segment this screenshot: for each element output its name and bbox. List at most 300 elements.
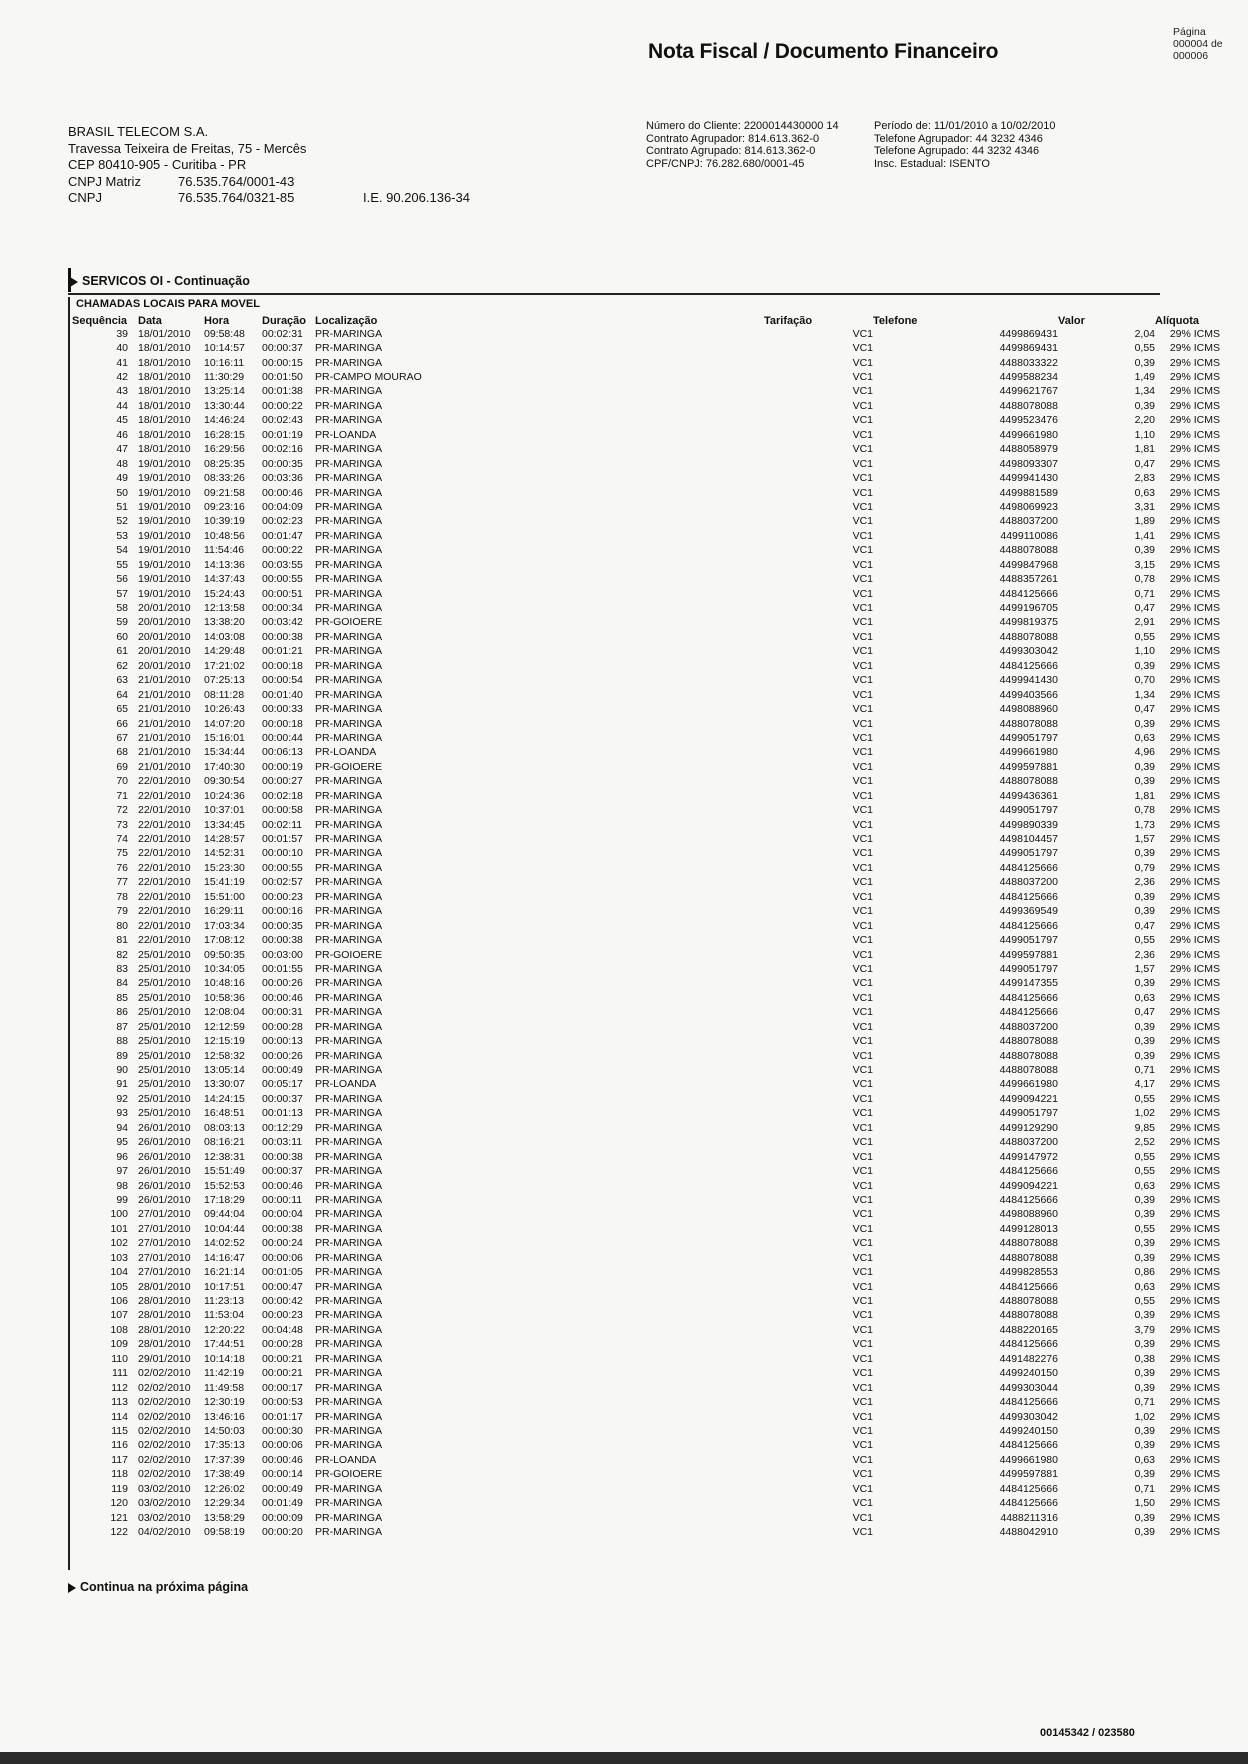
cell-duracao: 00:00:28 [262,1020,303,1033]
cell-duracao: 00:00:53 [262,1396,303,1409]
cell-valor: 2,20 [1134,414,1155,427]
cell-data: 02/02/2010 [138,1367,191,1380]
cell-hora: 14:03:08 [204,630,245,643]
cell-tarifacao: VC1 [852,818,873,831]
cell-hora: 11:53:04 [204,1309,245,1322]
table-row [72,645,1220,659]
cell-aliquota: 29% ICMS [1169,602,1220,615]
cell-data: 25/01/2010 [138,948,191,961]
cell-localizacao: PR-MARINGA [315,991,383,1004]
cell-hora: 12:12:59 [204,1020,245,1033]
cell-data: 21/01/2010 [138,688,191,701]
cell-aliquota: 29% ICMS [1169,371,1220,384]
cell-duracao: 00:06:13 [262,746,303,759]
cell-data: 19/01/2010 [138,529,191,542]
cell-sequencia: 119 [111,1482,128,1495]
cell-tarifacao: VC1 [852,890,873,903]
cell-duracao: 00:04:48 [262,1323,303,1336]
cell-hora: 09:21:58 [204,486,245,499]
table-row [72,370,1220,384]
cell-aliquota: 29% ICMS [1169,731,1220,744]
cell-duracao: 00:00:46 [262,1453,303,1466]
cell-sequencia: 61 [116,645,128,658]
cell-localizacao: PR-MARINGA [315,529,383,542]
cell-tarifacao: VC1 [852,1107,873,1120]
cell-telefone: 4499661980 [999,1453,1058,1466]
cell-sequencia: 109 [110,1338,128,1351]
table-row [72,1482,1220,1496]
cell-valor: 0,39 [1134,1251,1155,1264]
cell-hora: 10:39:19 [204,515,245,528]
cell-duracao: 00:00:16 [262,905,303,918]
cell-localizacao: PR-GOIOERE [315,760,383,773]
cell-telefone: 4484125666 [999,1006,1058,1019]
client-info-2 [874,120,1055,170]
cell-tarifacao: VC1 [852,948,873,961]
table-row [72,702,1220,716]
cell-hora: 14:02:52 [204,1237,245,1250]
cell-valor: 0,39 [1134,1511,1155,1524]
cell-aliquota: 29% ICMS [1169,342,1220,355]
cell-aliquota: 29% ICMS [1169,399,1220,412]
cell-sequencia: 79 [116,905,128,918]
table-row [72,905,1220,919]
cell-telefone: 4499303044 [999,1381,1058,1394]
cell-data: 27/01/2010 [138,1237,191,1250]
inscricao-estadual: I.E. 90.206.136-34 [363,190,470,205]
cell-valor: 0,55 [1134,630,1155,643]
cell-telefone: 4499523476 [999,414,1058,427]
cell-telefone: 4499597881 [999,760,1058,773]
table-row [72,948,1220,962]
cell-duracao: 00:00:31 [262,1006,303,1019]
cell-telefone: 4488078088 [999,1064,1058,1077]
cell-data: 25/01/2010 [138,991,191,1004]
col-telefone: Telefone [873,314,918,327]
cell-hora: 15:52:53 [204,1179,245,1192]
cell-valor: 0,71 [1134,1482,1155,1495]
cell-aliquota: 29% ICMS [1169,515,1220,528]
cell-duracao: 00:00:46 [262,486,303,499]
telefone-agrupado: Telefone Agrupado: 44 3232 4346 [874,145,1040,158]
cell-duracao: 00:12:29 [262,1121,303,1134]
cell-sequencia: 74 [116,833,128,846]
cell-hora: 08:03:13 [204,1121,245,1134]
cell-localizacao: PR-MARINGA [315,1208,383,1221]
cell-hora: 16:28:15 [204,428,245,441]
cell-sequencia: 58 [116,602,128,615]
col-data: Data [138,314,162,327]
cell-sequencia: 54 [116,544,128,557]
cell-telefone: 4499941430 [999,674,1058,687]
cell-valor: 0,55 [1134,1150,1155,1163]
table-row [72,341,1220,355]
cell-telefone: 4499303042 [999,1410,1058,1423]
cell-telefone: 4499128013 [999,1222,1058,1235]
table-row [72,1309,1220,1323]
cell-sequencia: 113 [111,1396,128,1409]
cell-duracao: 00:00:10 [262,847,303,860]
cell-hora: 10:48:56 [204,529,245,542]
cell-localizacao: PR-GOIOERE [315,1468,383,1481]
cell-aliquota: 29% ICMS [1169,1424,1220,1437]
cell-data: 19/01/2010 [138,500,191,513]
cell-telefone: 4499147355 [999,977,1058,990]
cell-data: 22/01/2010 [138,847,191,860]
cell-duracao: 00:01:19 [262,428,303,441]
cell-aliquota: 29% ICMS [1169,919,1220,932]
cell-tarifacao: VC1 [852,1092,873,1105]
cell-telefone: 4499869431 [999,342,1058,355]
cell-duracao: 00:01:21 [262,645,303,658]
cell-telefone: 4499051797 [999,1107,1058,1120]
cell-data: 25/01/2010 [138,1078,191,1091]
table-row [72,1395,1220,1409]
cell-tarifacao: VC1 [852,1526,873,1539]
cell-aliquota: 29% ICMS [1169,1526,1220,1539]
cell-sequencia: 88 [116,1035,128,1048]
cell-aliquota: 29% ICMS [1169,847,1220,860]
cell-sequencia: 42 [116,371,128,384]
table-row [72,558,1220,572]
cell-telefone: 4488078088 [999,544,1058,557]
cell-tarifacao: VC1 [852,1179,873,1192]
cell-data: 03/02/2010 [138,1497,191,1510]
cell-aliquota: 29% ICMS [1169,905,1220,918]
cell-hora: 12:15:19 [204,1035,245,1048]
cell-localizacao: PR-MARINGA [315,1092,383,1105]
cell-duracao: 00:01:55 [262,962,303,975]
cell-aliquota: 29% ICMS [1169,1020,1220,1033]
cell-hora: 13:38:20 [204,616,245,629]
table-row [72,500,1220,514]
cell-telefone: 4488033322 [999,356,1058,369]
cell-data: 19/01/2010 [138,558,191,571]
cell-localizacao: PR-MARINGA [315,905,383,918]
table-row [72,1063,1220,1077]
cell-telefone: 4488058979 [999,443,1058,456]
cell-telefone: 4488078088 [999,1295,1058,1308]
cell-sequencia: 52 [116,515,128,528]
cell-valor: 0,79 [1134,861,1155,874]
insc-estadual: Insc. Estadual: ISENTO [874,157,990,170]
cell-valor: 0,39 [1134,1439,1155,1452]
cell-aliquota: 29% ICMS [1169,1410,1220,1423]
cell-duracao: 00:01:05 [262,1266,303,1279]
cell-localizacao: PR-MARINGA [315,1035,383,1048]
cell-duracao: 00:00:26 [262,977,303,990]
table-row [72,1006,1220,1020]
cell-localizacao: PR-MARINGA [315,1280,383,1293]
cell-localizacao: PR-MARINGA [315,1482,383,1495]
cell-hora: 17:18:29 [204,1193,245,1206]
cell-hora: 15:23:30 [204,861,245,874]
cell-aliquota: 29% ICMS [1169,1266,1220,1279]
cell-sequencia: 83 [116,962,128,975]
cell-tarifacao: VC1 [852,1165,873,1178]
cell-duracao: 00:00:34 [262,602,303,615]
cell-tarifacao: VC1 [852,991,873,1004]
cell-tarifacao: VC1 [852,847,873,860]
cell-telefone: 4499828553 [999,1266,1058,1279]
cell-duracao: 00:03:42 [262,616,303,629]
cell-sequencia: 110 [111,1352,128,1365]
cell-telefone: 4499588234 [999,371,1058,384]
cell-valor: 2,91 [1134,616,1155,629]
cell-aliquota: 29% ICMS [1169,1280,1220,1293]
table-header-row [72,314,1220,327]
cell-aliquota: 29% ICMS [1169,1381,1220,1394]
cell-aliquota: 29% ICMS [1169,1453,1220,1466]
cell-data: 18/01/2010 [138,414,191,427]
cell-data: 26/01/2010 [138,1121,191,1134]
cell-duracao: 00:00:38 [262,630,303,643]
table-row [72,486,1220,500]
company-cep: CEP 80410-905 - Curitiba - PR [68,157,247,172]
cell-tarifacao: VC1 [852,1295,873,1308]
cell-valor: 0,39 [1134,1208,1155,1221]
cell-hora: 07:25:13 [204,674,245,687]
cell-hora: 17:40:30 [204,760,245,773]
cell-valor: 0,39 [1134,1338,1155,1351]
cell-tarifacao: VC1 [852,1136,873,1149]
table-row [72,616,1220,630]
section-subtitle: CHAMADAS LOCAIS PARA MOVEL [76,298,260,310]
cell-aliquota: 29% ICMS [1169,1367,1220,1380]
cell-localizacao: PR-MARINGA [315,818,383,831]
cell-aliquota: 29% ICMS [1169,688,1220,701]
table-row [72,1424,1220,1438]
table-row [72,1193,1220,1207]
cell-aliquota: 29% ICMS [1169,789,1220,802]
cell-aliquota: 29% ICMS [1169,818,1220,831]
cell-aliquota: 29% ICMS [1169,529,1220,542]
cell-localizacao: PR-MARINGA [315,1006,383,1019]
cell-localizacao: PR-MARINGA [315,1193,383,1206]
cell-data: 26/01/2010 [138,1150,191,1163]
cell-telefone: 4499094221 [999,1179,1058,1192]
cell-aliquota: 29% ICMS [1169,1193,1220,1206]
cell-tarifacao: VC1 [852,645,873,658]
cell-valor: 2,04 [1134,327,1155,340]
cell-sequencia: 117 [111,1453,128,1466]
cell-valor: 0,55 [1134,1295,1155,1308]
cell-aliquota: 29% ICMS [1169,573,1220,586]
table-row [72,717,1220,731]
cell-sequencia: 68 [116,746,128,759]
cell-valor: 0,39 [1134,1049,1155,1062]
cell-valor: 0,86 [1134,1266,1155,1279]
cell-data: 22/01/2010 [138,804,191,817]
cell-duracao: 00:02:16 [262,443,303,456]
cell-valor: 0,39 [1134,544,1155,557]
table-row [72,1294,1220,1308]
cell-valor: 1,02 [1134,1410,1155,1423]
cell-duracao: 00:00:54 [262,674,303,687]
cell-sequencia: 40 [116,342,128,355]
cell-data: 27/01/2010 [138,1251,191,1264]
cell-data: 19/01/2010 [138,587,191,600]
cell-tarifacao: VC1 [852,789,873,802]
cell-valor: 0,39 [1134,1309,1155,1322]
cell-hora: 15:34:44 [204,746,245,759]
table-row [72,385,1220,399]
cell-sequencia: 65 [116,703,128,716]
cell-valor: 0,70 [1134,674,1155,687]
cell-telefone: 4488078088 [999,1251,1058,1264]
cell-tarifacao: VC1 [852,1237,873,1250]
cell-data: 21/01/2010 [138,717,191,730]
cell-tarifacao: VC1 [852,515,873,528]
cell-data: 04/02/2010 [138,1526,191,1539]
cell-hora: 16:48:51 [204,1107,245,1120]
cell-telefone: 4499661980 [999,428,1058,441]
cell-sequencia: 56 [116,573,128,586]
cell-duracao: 00:00:28 [262,1338,303,1351]
col-valor: Valor [1058,314,1085,327]
cell-tarifacao: VC1 [852,1511,873,1524]
cell-telefone: 4488037200 [999,876,1058,889]
cell-valor: 0,39 [1134,399,1155,412]
cell-sequencia: 63 [116,674,128,687]
cell-sequencia: 100 [110,1208,128,1221]
cell-localizacao: PR-MARINGA [315,804,383,817]
cell-valor: 0,55 [1134,1222,1155,1235]
cell-telefone: 4499819375 [999,616,1058,629]
cell-data: 25/01/2010 [138,1035,191,1048]
cell-sequencia: 78 [116,890,128,903]
cell-valor: 2,36 [1134,948,1155,961]
cell-sequencia: 97 [116,1165,128,1178]
table-row [72,1280,1220,1294]
cell-telefone: 4488211316 [1000,1511,1058,1524]
page-indicator: Página 000004 de 000006 [1173,26,1223,62]
cell-hora: 11:42:19 [204,1367,245,1380]
cell-data: 19/01/2010 [138,472,191,485]
table-row [72,572,1220,586]
cell-valor: 0,63 [1134,731,1155,744]
cell-hora: 12:38:31 [204,1150,245,1163]
cell-duracao: 00:00:55 [262,861,303,874]
cell-duracao: 00:01:57 [262,833,303,846]
cell-data: 22/01/2010 [138,876,191,889]
cell-duracao: 00:00:27 [262,775,303,788]
cell-data: 22/01/2010 [138,818,191,831]
cell-hora: 17:44:51 [204,1338,245,1351]
cell-valor: 0,47 [1134,703,1155,716]
cell-aliquota: 29% ICMS [1169,1352,1220,1365]
cell-sequencia: 55 [116,558,128,571]
cell-hora: 09:30:54 [204,775,245,788]
cell-tarifacao: VC1 [852,876,873,889]
cell-hora: 14:07:20 [204,717,245,730]
cell-hora: 09:58:48 [204,327,245,340]
client-number: Número do Cliente: 2200014430000 14 [646,120,839,132]
cell-telefone: 4499621767 [999,385,1058,398]
cell-tarifacao: VC1 [852,717,873,730]
cell-hora: 09:50:35 [204,948,245,961]
cell-hora: 12:30:19 [204,1396,245,1409]
table-row [72,1049,1220,1063]
cell-aliquota: 29% ICMS [1169,327,1220,340]
cell-aliquota: 29% ICMS [1169,1338,1220,1351]
cell-aliquota: 29% ICMS [1169,962,1220,975]
cell-aliquota: 29% ICMS [1169,1136,1220,1149]
cell-hora: 10:16:11 [204,356,245,369]
cell-tarifacao: VC1 [852,558,873,571]
cell-hora: 14:52:31 [204,847,245,860]
cell-telefone: 4484125666 [999,1280,1058,1293]
cell-aliquota: 29% ICMS [1169,1078,1220,1091]
cell-localizacao: PR-MARINGA [315,587,383,600]
cell-data: 25/01/2010 [138,1049,191,1062]
cell-hora: 11:30:29 [204,371,245,384]
cell-valor: 0,39 [1134,847,1155,860]
cell-telefone: 4499051797 [999,934,1058,947]
cell-tarifacao: VC1 [852,342,873,355]
cell-localizacao: PR-LOANDA [315,428,377,441]
cell-localizacao: PR-MARINGA [315,1237,383,1250]
cell-sequencia: 41 [116,356,128,369]
cell-sequencia: 120 [110,1497,128,1510]
cell-aliquota: 29% ICMS [1169,746,1220,759]
cell-valor: 1,89 [1134,515,1155,528]
cell-data: 28/01/2010 [138,1309,191,1322]
cell-tarifacao: VC1 [852,486,873,499]
cell-tarifacao: VC1 [852,962,873,975]
cell-telefone: 4488220165 [999,1323,1058,1336]
cell-localizacao: PR-MARINGA [315,934,383,947]
cell-tarifacao: VC1 [852,414,873,427]
cell-localizacao: PR-MARINGA [315,645,383,658]
cell-hora: 14:50:03 [204,1424,245,1437]
cell-localizacao: PR-MARINGA [315,1222,383,1235]
cell-aliquota: 29% ICMS [1169,558,1220,571]
cell-telefone: 4499147972 [999,1150,1058,1163]
telefone-agrupador: Telefone Agrupador: 44 3232 4346 [874,132,1043,145]
cell-duracao: 00:00:44 [262,731,303,744]
cell-valor: 0,39 [1134,1193,1155,1206]
table-row [72,1265,1220,1279]
cell-aliquota: 29% ICMS [1169,876,1220,889]
cell-valor: 1,81 [1134,443,1155,456]
cell-hora: 14:46:24 [204,414,245,427]
cell-aliquota: 29% ICMS [1169,760,1220,773]
cell-tarifacao: VC1 [852,399,873,412]
cell-data: 03/02/2010 [138,1511,191,1524]
cell-duracao: 00:00:38 [262,1150,303,1163]
cell-telefone: 4484125666 [999,1497,1058,1510]
cell-duracao: 00:00:04 [262,1208,303,1221]
cell-tarifacao: VC1 [852,1078,873,1091]
cell-tarifacao: VC1 [852,472,873,485]
cell-sequencia: 121 [110,1511,128,1524]
table-row [72,1410,1220,1424]
cell-hora: 15:41:19 [204,876,245,889]
cell-aliquota: 29% ICMS [1169,1309,1220,1322]
cell-duracao: 00:02:43 [262,414,303,427]
cell-tarifacao: VC1 [852,529,873,542]
cell-data: 26/01/2010 [138,1165,191,1178]
cell-aliquota: 29% ICMS [1169,630,1220,643]
cell-sequencia: 67 [116,731,128,744]
cell-data: 18/01/2010 [138,428,191,441]
cell-sequencia: 103 [110,1251,128,1264]
cell-valor: 1,02 [1134,1107,1155,1120]
cell-hora: 13:30:44 [204,399,245,412]
cell-duracao: 00:00:55 [262,573,303,586]
scan-bottom-band [0,1752,1248,1764]
